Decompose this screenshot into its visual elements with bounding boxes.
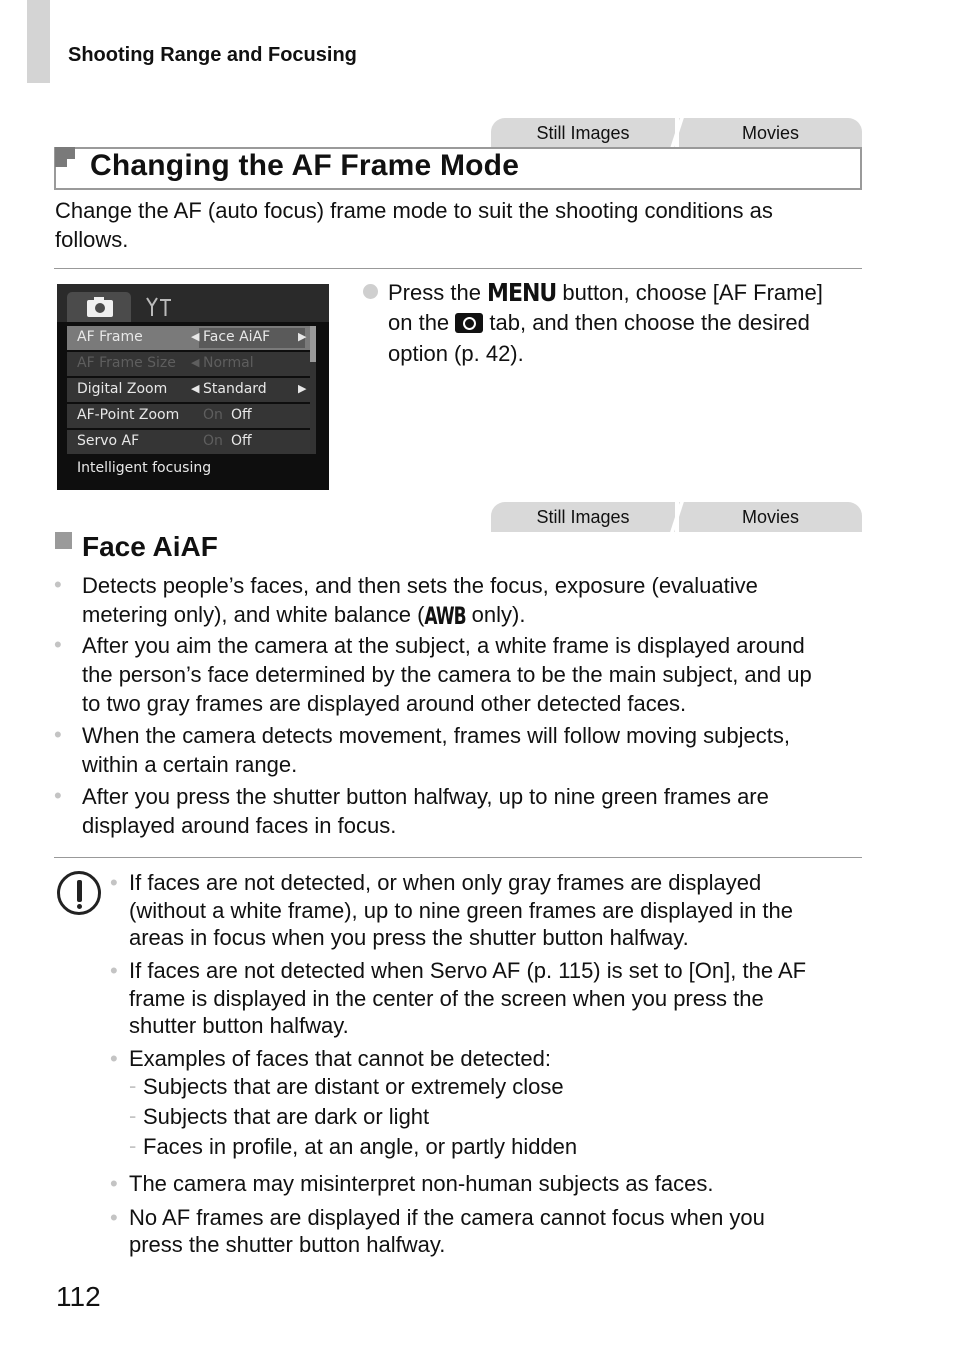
tab-group-top <box>491 118 862 148</box>
step-line-1 <box>388 278 823 308</box>
lcd-row-on: On <box>203 433 223 449</box>
left-arrow-icon: ◀ <box>191 356 200 369</box>
bullet-dot: • <box>54 783 62 808</box>
divider <box>54 268 862 269</box>
lcd-row-label: AF Frame <box>77 329 143 345</box>
running-head: Shooting Range and Focusing <box>68 44 357 66</box>
caution-sub-2: Subjects that are dark or light <box>143 1104 430 1129</box>
sub-dash: - <box>129 1073 137 1098</box>
lcd-row-value: Standard <box>203 381 267 397</box>
caution-5-line-2: press the shutter button halfway. <box>129 1232 446 1257</box>
lcd-row-digital-zoom <box>67 378 315 402</box>
face-bullet-4-line-1: After you press the shutter button halfway, up to nine green frames are <box>82 784 769 809</box>
tab-label: Still Images <box>536 506 630 527</box>
lcd-row-value: Off <box>231 407 252 423</box>
lcd-row-servo-af <box>67 430 315 454</box>
camera-icon <box>67 292 131 322</box>
step-bullet-icon <box>363 284 378 299</box>
lcd-row-label: Servo AF <box>77 433 140 449</box>
sub-dash: - <box>129 1103 137 1128</box>
lcd-hint-text: Intelligent focusing <box>77 460 212 476</box>
camera-tab <box>67 292 131 322</box>
step-text: tab, and then choose the desired <box>483 310 810 335</box>
tab-movies <box>679 502 862 532</box>
face-bullet-2-line-1: After you aim the camera at the subject, a white frame is displayed around <box>82 633 805 658</box>
bullet-dot: • <box>110 958 118 983</box>
face-bullet-3-line-2: within a certain range. <box>82 752 298 777</box>
caution-5-line-1: No AF frames are displayed if the camera cannot focus when you <box>129 1205 765 1230</box>
intro-line-2: follows. <box>55 227 129 252</box>
bullet-dot: • <box>110 870 118 895</box>
subsection-title: Face AiAF <box>82 531 218 562</box>
camera-tab-icon <box>455 313 483 333</box>
left-arrow-icon: ◀ <box>191 382 200 395</box>
face-bullet-2-line-2: the person’s face determined by the camera to be the main subject, and up <box>82 662 812 687</box>
tab-still-images <box>491 118 675 148</box>
tab-group-mid <box>491 502 862 532</box>
bullet-text: only). <box>465 602 526 627</box>
bullet-dot: • <box>110 1171 118 1196</box>
lcd-row-label: AF-Point Zoom <box>77 407 180 423</box>
lcd-row-on: On <box>203 407 223 423</box>
subsection-marker <box>55 532 72 549</box>
title-marker-cutout <box>67 159 77 169</box>
caution-4-line: The camera may misinterpret non-human subjects as faces. <box>129 1171 714 1196</box>
divider <box>54 857 862 858</box>
lcd-row-af-frame-size <box>67 352 315 376</box>
face-bullet-1-line-2 <box>82 600 525 632</box>
tab-label: Still Images <box>536 122 630 143</box>
caution-2-line-1: If faces are not detected when Servo AF (p. 115) is set to [On], the AF <box>129 958 807 983</box>
bullet-dot: • <box>54 632 62 657</box>
step-text: Press the <box>388 280 488 305</box>
caution-2-line-2: frame is displayed in the center of the screen when you press the <box>129 986 764 1011</box>
caution-icon <box>57 871 101 915</box>
section-title: Changing the AF Frame Mode <box>90 149 520 182</box>
awb-icon: AWB <box>424 602 466 631</box>
lcd-row-value: Off <box>231 433 252 449</box>
bullet-dot: • <box>110 1205 118 1230</box>
tab-movies <box>679 118 862 148</box>
face-bullet-1-line-1: Detects people’s faces, and then sets the focus, exposure (evaluative <box>82 573 758 598</box>
page-number: 112 <box>56 1281 101 1312</box>
side-bar <box>27 0 50 83</box>
menu-button-icon: MENU <box>487 279 557 308</box>
caution-2-line-3: shutter button halfway. <box>129 1013 349 1038</box>
step-line-2 <box>388 308 810 337</box>
right-arrow-icon: ▶ <box>298 382 307 395</box>
bullet-dot: • <box>54 722 62 747</box>
face-bullet-2-line-3: to two gray frames are displayed around other detected faces. <box>82 691 687 716</box>
lcd-row-value: Normal <box>203 355 254 371</box>
tab-still-images <box>491 502 675 532</box>
face-bullet-4-line-2: displayed around faces in focus. <box>82 813 397 838</box>
step-text: on the <box>388 310 456 335</box>
intro-line-1: Change the AF (auto focus) frame mode to suit the shooting conditions as <box>55 198 773 223</box>
lcd-row-af-point-zoom <box>67 404 315 428</box>
tab-label: Movies <box>741 506 799 527</box>
sub-dash: - <box>129 1133 137 1158</box>
lcd-row-label: Digital Zoom <box>77 381 168 397</box>
tab-label: Movies <box>741 122 799 143</box>
caution-1-line-3: areas in focus when you press the shutter button halfway. <box>129 925 689 950</box>
camera-menu-screen <box>57 284 329 490</box>
bullet-dot: • <box>54 572 62 597</box>
bullet-dot: • <box>110 1046 118 1071</box>
lcd-row-value: Face AiAF <box>203 329 271 345</box>
settings-tools-icon <box>143 296 173 318</box>
bullet-text: metering only), and white balance ( <box>82 602 425 627</box>
step-line-3: option (p. 42). <box>388 341 524 366</box>
caution-sub-1: Subjects that are distant or extremely close <box>143 1074 564 1099</box>
lcd-row-label: AF Frame Size <box>77 355 176 371</box>
lcd-scroll-thumb <box>310 326 316 362</box>
face-bullet-3-line-1: When the camera detects movement, frames will follow moving subjects, <box>82 723 790 748</box>
caution-3-line: Examples of faces that cannot be detected: <box>129 1046 551 1071</box>
step-text: button, choose [AF Frame] <box>556 280 823 305</box>
caution-sub-3: Faces in profile, at an angle, or partly hidden <box>143 1134 578 1159</box>
caution-1-line-1: If faces are not detected, or when only gray frames are displayed <box>129 870 762 895</box>
right-arrow-icon: ▶ <box>298 330 307 343</box>
lcd-row-af-frame <box>67 326 315 350</box>
caution-1-line-2: (without a white frame), up to nine green frames are displayed in the <box>129 898 794 923</box>
left-arrow-icon: ◀ <box>191 330 200 343</box>
